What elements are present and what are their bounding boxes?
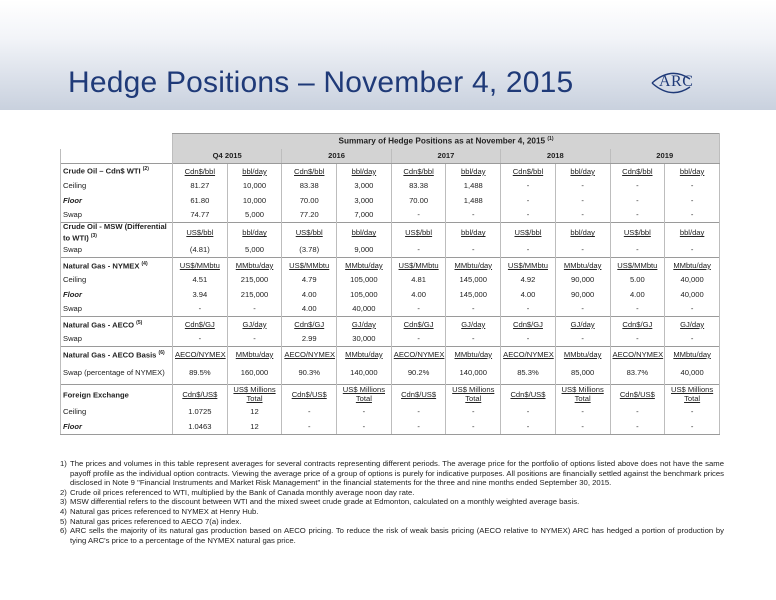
table-cell: -: [446, 243, 501, 258]
unit-header: AECO/NYMEX: [173, 347, 228, 362]
row-label: Swap (percentage of NYMEX): [61, 362, 173, 385]
table-cell: 40,000: [665, 273, 720, 288]
table-cell: -: [282, 419, 337, 434]
table-cell: (4.81): [173, 243, 228, 258]
footnote-text: The prices and volumes in this table represent averages for several contracts representing different periods. The average price for the portfolio of options listed above does not have the same payoff profile as the individual option contracts. Viewing the average price of a group of options is purely for indicative purposes. All positions are financially settled against the benchmark prices disclosed in Note 9 "Financial Instruments and Market Risk Management" in the financial statements for the three and nine months ended September 30, 2015.: [70, 459, 724, 488]
table-cell: -: [665, 405, 720, 420]
footnote-text: Crude oil prices referenced to WTI, multiplied by the Bank of Canada monthly average noon day rate.: [70, 487, 415, 497]
table-cell: -: [446, 405, 501, 420]
unit-header: bbl/day: [337, 223, 392, 243]
unit-header: GJ/day: [555, 317, 610, 332]
footnote-text: Natural gas prices referenced to NYMEX at Henry Hub.: [70, 506, 259, 516]
footnote-number: 5): [60, 516, 67, 526]
unit-header: US$/MMbtu: [610, 258, 665, 273]
footnote-text: ARC sells the majority of its natural gas production based on AECO pricing. To reduce the risk of weak basis pricing (AECO relative to NYMEX) ARC has hedged a portion of production by tying ARC's price to a percentage of the NYMEX natural gas price.: [70, 526, 724, 545]
table-cell: 4.00: [501, 287, 556, 302]
table-cell: -: [555, 193, 610, 208]
table-cell: 4.81: [391, 273, 446, 288]
table-cell: 90.2%: [391, 362, 446, 385]
table-cell: 4.00: [282, 302, 337, 317]
table-cell: 4.79: [282, 273, 337, 288]
unit-header: Cdn$/bbl: [610, 164, 665, 179]
unit-header: Cdn$/GJ: [501, 317, 556, 332]
table-cell: 145,000: [446, 287, 501, 302]
table-row: [61, 362, 720, 385]
table-cell: -: [391, 405, 446, 420]
footnote-text: MSW differential refers to the discount between WTI and the mixed sweet crude grade at Edmonton, calculated on a monthly weighted average basis.: [70, 497, 580, 507]
unit-header: AECO/NYMEX: [610, 347, 665, 362]
unit-header: MMbtu/day: [665, 347, 720, 362]
unit-header: MMbtu/day: [665, 258, 720, 273]
section-header-row: [61, 258, 720, 273]
table-cell: 61.80: [173, 193, 228, 208]
row-label: Floor: [61, 193, 173, 208]
unit-header: MMbtu/day: [446, 347, 501, 362]
unit-header: Cdn$/GJ: [173, 317, 228, 332]
table-cell: 12: [227, 405, 282, 420]
unit-header: US$/bbl: [282, 223, 337, 243]
table-cell: 89.5%: [173, 362, 228, 385]
year-header-blank: [61, 149, 173, 164]
table-cell: 70.00: [391, 193, 446, 208]
table-cell: 140,000: [337, 362, 392, 385]
table-cell: 85,000: [555, 362, 610, 385]
page-title: Hedge Positions – November 4, 2015: [68, 66, 574, 99]
row-label: Ceiling: [61, 179, 173, 194]
unit-header: bbl/day: [227, 164, 282, 179]
unit-header: GJ/day: [665, 317, 720, 332]
unit-header: Cdn$/GJ: [391, 317, 446, 332]
footnote: [60, 497, 724, 507]
unit-header: Cdn$/bbl: [282, 164, 337, 179]
year-header: 2018: [501, 149, 610, 164]
unit-header: Cdn$/US$: [282, 384, 337, 405]
summary-title: Summary of Hedge Positions as at November 4, 2015 $^{(1)}$: [173, 134, 720, 149]
year-header: 2016: [282, 149, 391, 164]
table-cell: 70.00: [282, 193, 337, 208]
table-cell: 1,488: [446, 179, 501, 194]
table-row: [61, 332, 720, 347]
unit-header: MMbtu/day: [555, 258, 610, 273]
footnote: [60, 526, 724, 545]
table-row: [61, 208, 720, 223]
unit-header: MMbtu/day: [446, 258, 501, 273]
section-header-row: [61, 317, 720, 332]
table-cell: -: [446, 208, 501, 223]
table-corner: [61, 134, 173, 149]
unit-header: MMbtu/day: [227, 347, 282, 362]
footnote-number: 4): [60, 506, 67, 516]
footnote-number: 2): [60, 487, 67, 497]
unit-header: MMbtu/day: [227, 258, 282, 273]
table-cell: 40,000: [665, 362, 720, 385]
footnote-number: 3): [60, 497, 67, 507]
section-header-row: [61, 164, 720, 179]
table-cell: 40,000: [665, 287, 720, 302]
section-header-row: [61, 223, 720, 243]
unit-header: MMbtu/day: [337, 258, 392, 273]
table-cell: -: [337, 419, 392, 434]
table-cell: -: [446, 332, 501, 347]
table-cell: 4.92: [501, 273, 556, 288]
table-cell: -: [555, 405, 610, 420]
unit-header: US$/MMbtu: [391, 258, 446, 273]
table-cell: 3,000: [337, 193, 392, 208]
table-cell: -: [446, 302, 501, 317]
table-cell: 77.20: [282, 208, 337, 223]
row-label: Swap: [61, 243, 173, 258]
footnote-number: 1): [60, 459, 67, 468]
table-cell: -: [501, 243, 556, 258]
table-cell: 215,000: [227, 287, 282, 302]
table-row: [61, 287, 720, 302]
unit-header: US$ Millions Total: [337, 384, 392, 405]
unit-header: Cdn$/US$: [610, 384, 665, 405]
table-cell: 90,000: [555, 287, 610, 302]
table-cell: -: [227, 332, 282, 347]
section-header-row: [61, 384, 720, 405]
section-label: Crude Oil – Cdn$ WTI $^{(2)}$: [61, 164, 173, 179]
table-cell: 7,000: [337, 208, 392, 223]
unit-header: US$ Millions Total: [555, 384, 610, 405]
unit-header: AECO/NYMEX: [391, 347, 446, 362]
section-label: Foreign Exchange: [61, 384, 173, 405]
row-label: Floor: [61, 287, 173, 302]
unit-header: US$/MMbtu: [501, 258, 556, 273]
table-cell: -: [610, 332, 665, 347]
table-cell: 160,000: [227, 362, 282, 385]
unit-header: MMbtu/day: [337, 347, 392, 362]
table-cell: -: [665, 419, 720, 434]
table-cell: -: [555, 332, 610, 347]
table-cell: 4.00: [282, 287, 337, 302]
table-cell: 30,000: [337, 332, 392, 347]
unit-header: Cdn$/US$: [501, 384, 556, 405]
table-cell: 145,000: [446, 273, 501, 288]
table-cell: -: [391, 208, 446, 223]
row-label: Swap: [61, 208, 173, 223]
unit-header: Cdn$/bbl: [501, 164, 556, 179]
table-cell: 10,000: [227, 179, 282, 194]
table-cell: -: [555, 208, 610, 223]
arc-logo-text: ARC: [659, 73, 694, 90]
year-header: 2017: [391, 149, 500, 164]
table-cell: -: [501, 405, 556, 420]
table-row: [61, 243, 720, 258]
table-cell: -: [337, 405, 392, 420]
table-cell: -: [173, 332, 228, 347]
unit-header: bbl/day: [665, 164, 720, 179]
table-cell: -: [665, 208, 720, 223]
row-label: Ceiling: [61, 273, 173, 288]
unit-header: Cdn$/bbl: [391, 164, 446, 179]
unit-header: US$ Millions Total: [665, 384, 720, 405]
section-label: Natural Gas - NYMEX $^{(4)}$: [61, 258, 173, 273]
year-header: Q4 2015: [173, 149, 282, 164]
section-label: Natural Gas - AECO $^{(5)}$: [61, 317, 173, 332]
table-cell: 74.77: [173, 208, 228, 223]
unit-header: bbl/day: [665, 223, 720, 243]
unit-header: bbl/day: [227, 223, 282, 243]
table-cell: -: [555, 179, 610, 194]
table-cell: 9,000: [337, 243, 392, 258]
table-cell: 3,000: [337, 179, 392, 194]
table-cell: -: [173, 302, 228, 317]
unit-header: AECO/NYMEX: [501, 347, 556, 362]
table-row: [61, 302, 720, 317]
unit-header: Cdn$/GJ: [610, 317, 665, 332]
table-cell: 5,000: [227, 243, 282, 258]
table-row: [61, 273, 720, 288]
unit-header: US$/MMbtu: [173, 258, 228, 273]
footnote-text: Natural gas prices referenced to AECO 7(a) index.: [70, 516, 242, 526]
table-cell: -: [501, 419, 556, 434]
table-cell: -: [555, 419, 610, 434]
table-cell: 40,000: [337, 302, 392, 317]
unit-header: US$/bbl: [173, 223, 228, 243]
unit-header: US$ Millions Total: [227, 384, 282, 405]
year-header: 2019: [610, 149, 720, 164]
table-cell: 5,000: [227, 208, 282, 223]
section-label: Natural Gas - AECO Basis $^{(6)}$: [61, 347, 173, 362]
footnote: [60, 517, 724, 527]
table-row: [61, 179, 720, 194]
table-cell: 215,000: [227, 273, 282, 288]
row-label: Floor: [61, 419, 173, 434]
table-cell: 5.00: [610, 273, 665, 288]
table-cell: 10,000: [227, 193, 282, 208]
table-cell: 90.3%: [282, 362, 337, 385]
table-row: [61, 419, 720, 434]
unit-header: Cdn$/GJ: [282, 317, 337, 332]
unit-header: bbl/day: [555, 164, 610, 179]
table-cell: 83.38: [282, 179, 337, 194]
section-label: Crude Oil - MSW (Differential to WTI) $^{(3)}$: [61, 223, 173, 243]
table-cell: 1,488: [446, 193, 501, 208]
table-cell: -: [665, 302, 720, 317]
table-cell: -: [610, 193, 665, 208]
row-label: Swap: [61, 302, 173, 317]
unit-header: US$/bbl: [391, 223, 446, 243]
unit-header: GJ/day: [227, 317, 282, 332]
table-cell: 3.94: [173, 287, 228, 302]
table-cell: -: [610, 208, 665, 223]
table-cell: -: [282, 405, 337, 420]
table-cell: 81.27: [173, 179, 228, 194]
table-cell: 4.51: [173, 273, 228, 288]
unit-header: Cdn$/US$: [173, 384, 228, 405]
table-cell: 85.3%: [501, 362, 556, 385]
table-cell: -: [610, 243, 665, 258]
footnotes: [60, 459, 724, 545]
table-cell: -: [665, 179, 720, 194]
table-cell: -: [501, 208, 556, 223]
table-cell: -: [391, 243, 446, 258]
table-cell: -: [610, 405, 665, 420]
table-cell: -: [555, 302, 610, 317]
table-cell: -: [610, 419, 665, 434]
unit-header: AECO/NYMEX: [282, 347, 337, 362]
unit-header: bbl/day: [555, 223, 610, 243]
unit-header: bbl/day: [337, 164, 392, 179]
table-cell: 12: [227, 419, 282, 434]
table-cell: -: [501, 193, 556, 208]
table-cell: 90,000: [555, 273, 610, 288]
unit-header: US$/MMbtu: [282, 258, 337, 273]
hedge-positions-table: [60, 133, 720, 435]
unit-header: bbl/day: [446, 164, 501, 179]
footnote: [60, 459, 724, 488]
unit-header: Cdn$/bbl: [173, 164, 228, 179]
table-cell: -: [391, 332, 446, 347]
table-row: [61, 193, 720, 208]
row-label: Swap: [61, 332, 173, 347]
table-cell: -: [391, 419, 446, 434]
table-cell: -: [610, 179, 665, 194]
table-cell: (3.78): [282, 243, 337, 258]
table-cell: 4.00: [391, 287, 446, 302]
table-cell: 83.38: [391, 179, 446, 194]
table-cell: -: [665, 243, 720, 258]
table-cell: -: [665, 193, 720, 208]
table-cell: -: [501, 302, 556, 317]
section-header-row: [61, 347, 720, 362]
table-cell: 2.99: [282, 332, 337, 347]
unit-header: US$/bbl: [501, 223, 556, 243]
footnote: [60, 488, 724, 498]
table-cell: 4.00: [610, 287, 665, 302]
footnote: [60, 507, 724, 517]
table-cell: -: [501, 332, 556, 347]
unit-header: bbl/day: [446, 223, 501, 243]
unit-header: GJ/day: [446, 317, 501, 332]
table-cell: -: [555, 243, 610, 258]
table-cell: -: [446, 419, 501, 434]
table-cell: -: [501, 179, 556, 194]
table-cell: -: [391, 302, 446, 317]
row-label: Ceiling: [61, 405, 173, 420]
unit-header: MMbtu/day: [555, 347, 610, 362]
table-cell: -: [665, 332, 720, 347]
table-cell: -: [610, 302, 665, 317]
unit-header: Cdn$/US$: [391, 384, 446, 405]
table-cell: -: [227, 302, 282, 317]
table-cell: 140,000: [446, 362, 501, 385]
unit-header: GJ/day: [337, 317, 392, 332]
table-cell: 1.0725: [173, 405, 228, 420]
table-cell: 105,000: [337, 273, 392, 288]
footnote-number: 6): [60, 526, 67, 536]
table-cell: 83.7%: [610, 362, 665, 385]
table-cell: 1.0463: [173, 419, 228, 434]
unit-header: US$ Millions Total: [446, 384, 501, 405]
table-row: [61, 405, 720, 420]
table-cell: 105,000: [337, 287, 392, 302]
unit-header: US$/bbl: [610, 223, 665, 243]
